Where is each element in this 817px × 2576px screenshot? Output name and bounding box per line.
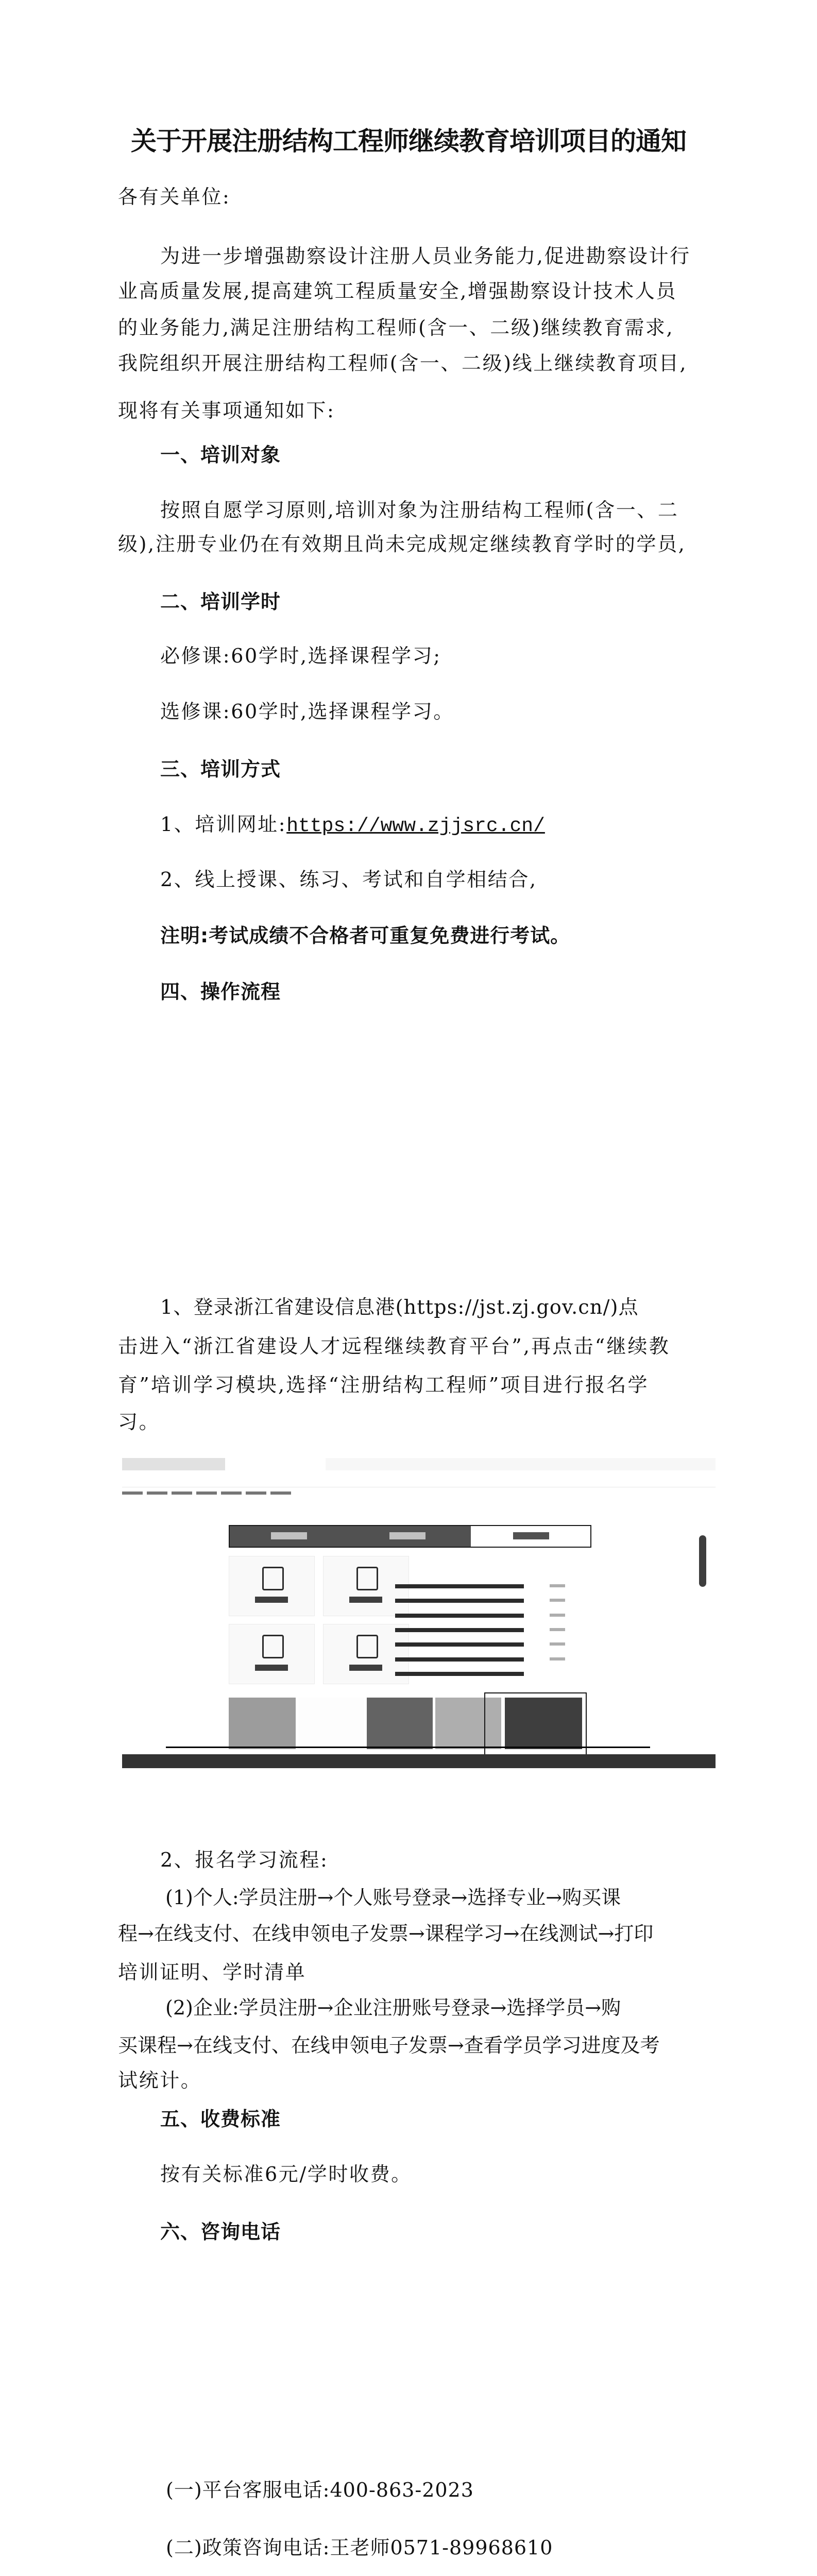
step1-line: 育”培训学习模块,选择“注册结构工程师”项目进行报名学 — [118, 1374, 649, 1396]
person-icon — [262, 1567, 284, 1590]
intro-line: 现将有关事项通知如下: — [118, 399, 335, 422]
section-heading-target: 一、培训对象 — [160, 444, 281, 466]
browser-screenshot-image — [122, 1458, 716, 1768]
fee-text: 按有关标准6元/学时收费。 — [160, 2163, 412, 2185]
site-footer — [122, 1754, 716, 1768]
feedback-icon — [356, 1635, 378, 1658]
section1-line: 按照自愿学习原则,培训对象为注册结构工程师(含一、二 — [160, 499, 679, 521]
training-url-line — [160, 812, 716, 837]
training-url-link[interactable]: https://www.zjjsrc.cn/ — [286, 815, 545, 837]
elective-hours: 选修课:60学时,选择课程学习。 — [160, 700, 454, 723]
section1-line: 级),注册专业仍在有效期且尚未完成规定继续教育学时的学员, — [118, 533, 686, 555]
banner-tile — [229, 1698, 296, 1749]
enterprise-flow-line: (2)企业:学员注册→企业注册账号登录→选择学员→购 — [165, 1996, 621, 2019]
policy-phone: (二)政策咨询电话:王老师0571-89968610 — [166, 2536, 553, 2559]
personal-flow-line: (1)个人:学员注册→个人账号登录→选择专业→购买课 — [165, 1886, 621, 1909]
personal-flow-line: 程→在线支付、在线申领电子发票→课程学习→在线测试→打印 — [118, 1922, 654, 1945]
platform-phone: (一)平台客服电话:400-863-2023 — [166, 2479, 474, 2501]
salutation: 各有关单位: — [118, 185, 231, 208]
browser-address-bar — [122, 1471, 716, 1487]
section-heading-hours: 二、培训学时 — [160, 590, 281, 613]
method-item-2: 2、线上授课、练习、考试和自学相结合, — [160, 868, 537, 891]
service-card — [229, 1624, 315, 1684]
training-url-label: 1、培训网址: — [160, 813, 287, 836]
browser-tab — [122, 1458, 225, 1470]
exam-note: 注明:考试成绩不合格者可重复免费进行考试。 — [160, 924, 571, 947]
enterprise-flow-line: 试统计。 — [118, 2069, 202, 2092]
banner-tile — [367, 1698, 433, 1749]
required-hours: 必修课:60学时,选择课程学习; — [160, 645, 441, 667]
browser-tab-active — [225, 1458, 326, 1470]
bookmarks-bar — [122, 1487, 338, 1498]
step1-line: 习。 — [118, 1411, 160, 1433]
section-heading-process: 四、操作流程 — [160, 980, 281, 1003]
document-title: 关于开展注册结构工程师继续教育培训项目的通知 — [131, 126, 686, 156]
intro-line: 业高质量发展,提高建筑工程质量安全,增强勘察设计技术人员 — [118, 280, 677, 302]
site-nav-tabs — [229, 1525, 591, 1548]
banner-tile — [298, 1698, 364, 1749]
intro-line: 为进一步增强勘察设计注册人员业务能力,促进勘察设计行 — [160, 245, 691, 267]
section-heading-fee: 五、收费标准 — [160, 2108, 281, 2130]
mail-icon — [356, 1567, 378, 1590]
personal-flow-line: 培训证明、学时清单 — [118, 1961, 307, 1984]
step1-line: 1、登录浙江省建设信息港(https://jst.zj.gov.cn/)点 — [160, 1296, 639, 1318]
step2-heading: 2、报名学习流程: — [160, 1849, 329, 1871]
step1-line: 击进入“浙江省建设人才远程继续教育平台”,再点击“继续教 — [118, 1335, 670, 1358]
intro-line: 我院组织开展注册结构工程师(含一、二级)线上继续教育项目, — [118, 352, 688, 375]
service-card — [229, 1556, 315, 1616]
enterprise-flow-line: 买课程→在线支付、在线申领电子发票→查看学员学习进度及考 — [118, 2034, 660, 2057]
section-heading-contact: 六、咨询电话 — [160, 2221, 281, 2243]
chat-icon — [262, 1635, 284, 1658]
intro-line: 的业务能力,满足注册结构工程师(含一、二级)继续教育需求, — [118, 316, 674, 339]
section-heading-method: 三、培训方式 — [160, 758, 281, 781]
